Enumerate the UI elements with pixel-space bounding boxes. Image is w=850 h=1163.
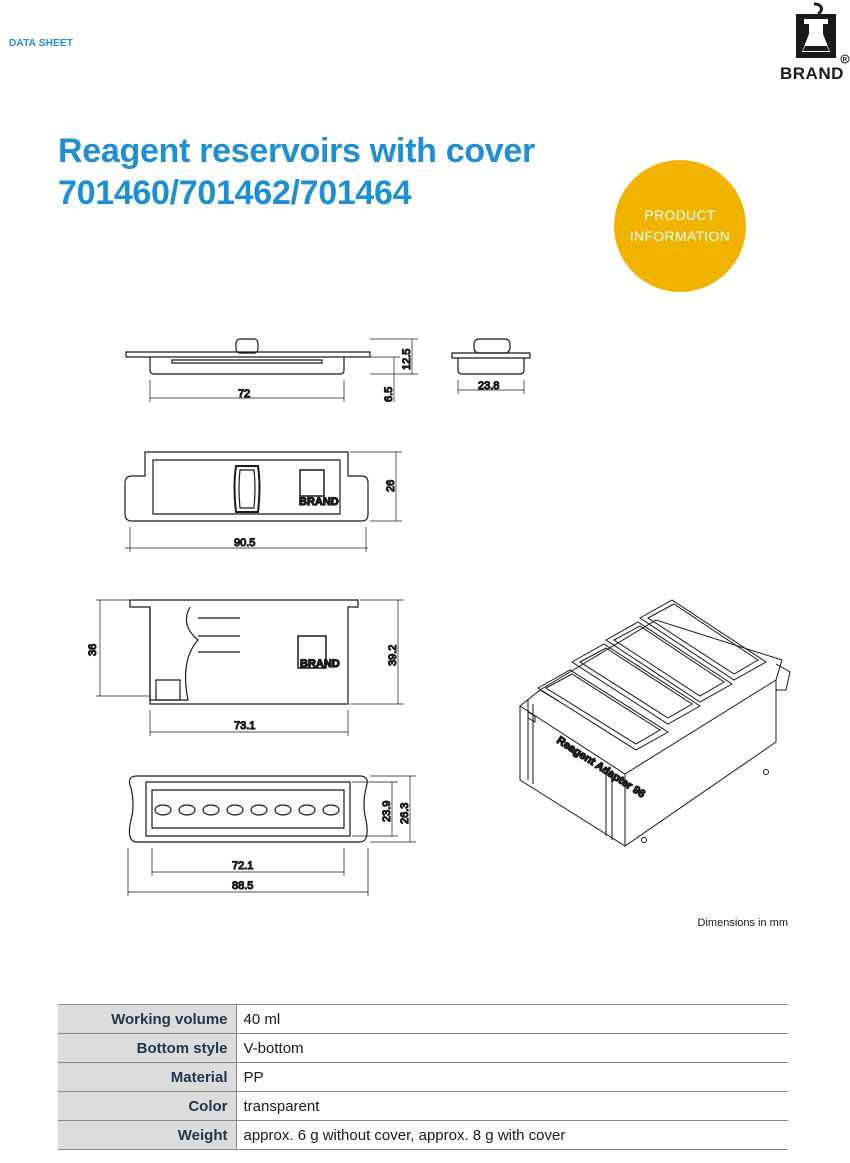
side-view-drawing	[126, 339, 418, 402]
spec-value: V-bottom	[236, 1034, 788, 1063]
dim-cover-height: 26	[385, 479, 397, 492]
dim-bottom-inner-width: 72.1	[232, 860, 254, 872]
table-row	[58, 1121, 788, 1150]
table-row	[58, 1005, 788, 1034]
table-row	[58, 1063, 788, 1092]
bottom-view-drawing	[128, 776, 416, 896]
dim-cover-width: 90.5	[234, 537, 256, 549]
section-embossed-mark: BRAND	[300, 658, 340, 670]
brand-wordmark: BRAND	[780, 64, 844, 83]
dim-side-width: 72	[238, 388, 251, 400]
table-row	[58, 1092, 788, 1121]
spec-key: Working volume	[58, 1005, 236, 1034]
spec-value: transparent	[236, 1092, 788, 1121]
spec-value: PP	[236, 1063, 788, 1092]
dim-side-base-height: 6.5	[383, 386, 395, 402]
spec-value: approx. 6 g without cover, approx. 8 g with cover	[236, 1121, 788, 1150]
dim-side-total-height: 12.5	[401, 348, 413, 370]
dim-end-width: 23.8	[478, 380, 500, 392]
cover-top-view-drawing	[125, 452, 402, 552]
dim-section-height: 36	[87, 643, 99, 656]
cover-embossed-mark: BRAND	[299, 496, 339, 508]
spec-key: Weight	[58, 1121, 236, 1150]
dim-section-width: 73.1	[234, 720, 256, 732]
dim-bottom-outer-height: 26.3	[399, 802, 411, 824]
spec-value: 40 ml	[236, 1005, 788, 1034]
dim-bottom-inner-height: 23.9	[381, 800, 393, 822]
section-view-drawing	[96, 600, 404, 736]
isometric-view-drawing	[520, 600, 790, 846]
adapter-label: Reagent Adapter 96	[554, 734, 648, 801]
title-line-2: 701460/701462/701464	[58, 174, 412, 212]
spec-key: Color	[58, 1092, 236, 1121]
dim-section-total-height: 39.2	[387, 644, 399, 666]
badge-line-1: PRODUCT	[644, 207, 716, 223]
dimensions-note: Dimensions in mm	[697, 917, 788, 929]
badge-line-2: INFORMATION	[629, 228, 731, 244]
spec-key: Material	[58, 1063, 236, 1092]
document-type-label: DATA SHEET	[9, 38, 74, 49]
dim-bottom-outer-width: 88.5	[232, 880, 254, 892]
spec-key: Bottom style	[58, 1034, 236, 1063]
table-row	[58, 1034, 788, 1063]
specifications-table	[58, 1004, 788, 1150]
svg-text:R: R	[842, 57, 848, 64]
title-line-1: Reagent reservoirs with cover	[58, 132, 535, 170]
